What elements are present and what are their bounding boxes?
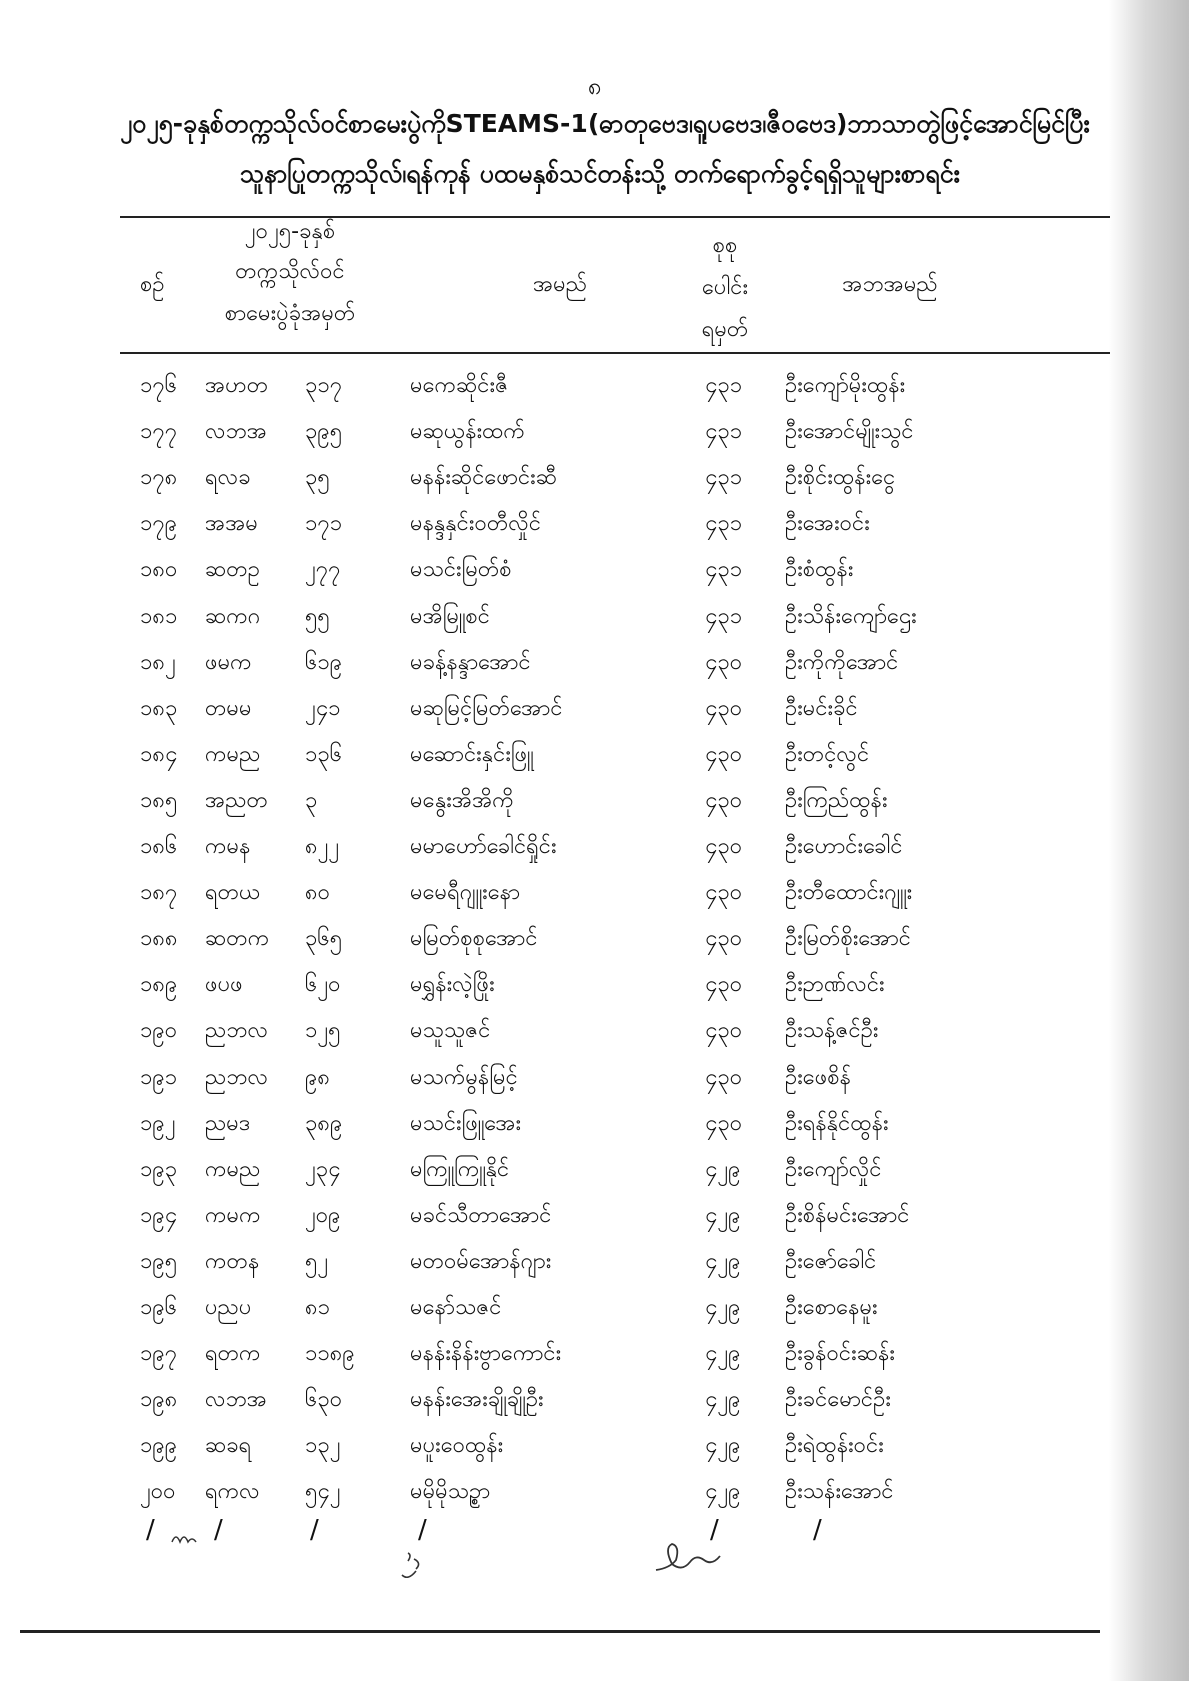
roll-code: ညမဒ bbox=[205, 1110, 251, 1136]
roll-code: ကမည bbox=[205, 741, 261, 767]
roll-number: ၆၂၀ bbox=[305, 972, 341, 998]
father-name: ဦးစောနေမူး bbox=[785, 1295, 878, 1320]
father-name: ဦးစိန်မင်းအောင် bbox=[785, 1202, 910, 1228]
roll-number: ၅၂ bbox=[305, 1248, 329, 1274]
father-name: ဦးခင်မောင်ဦး bbox=[785, 1387, 891, 1413]
serial-number: ၂၀၀ bbox=[140, 1479, 176, 1505]
serial-number: ၁၉၇ bbox=[140, 1341, 178, 1367]
student-name: မရွှန်းလဲ့ဖြိုး bbox=[410, 972, 495, 998]
father-name: ဦးရန်နိုင်ထွန်း bbox=[785, 1110, 889, 1136]
total-score: ၄၃၀ bbox=[705, 695, 743, 721]
table-row bbox=[0, 823, 1189, 869]
roll-number: ၃၅ bbox=[305, 465, 330, 491]
student-name: မအိမြူစင် bbox=[410, 603, 490, 629]
total-score: ၄၂၉ bbox=[705, 1202, 741, 1228]
page-number: ၈ bbox=[587, 72, 602, 100]
header-serial-no: စဉ် bbox=[140, 272, 165, 297]
student-name: မနန်းအေးချိုချိုဦး bbox=[410, 1387, 544, 1413]
father-name: ဦးကျော်မိုးထွန်း bbox=[785, 373, 906, 398]
serial-number: ၁၈၉ bbox=[140, 972, 178, 998]
table-row bbox=[0, 685, 1189, 731]
table-row bbox=[0, 731, 1189, 777]
serial-number: ၁၈၈ bbox=[140, 926, 178, 952]
student-name: မခန့်နန္ဒာအောင် bbox=[410, 649, 531, 675]
roll-number: ၃၁၇ bbox=[305, 373, 343, 398]
total-score: ၄၂၉ bbox=[705, 1341, 741, 1367]
signature-mark: / bbox=[710, 1515, 719, 1545]
father-name: ဦးသန့်ဇင်ဦး bbox=[785, 1018, 879, 1044]
handwritten-signature bbox=[650, 1530, 725, 1580]
total-score: ၄၃၀ bbox=[705, 1018, 743, 1044]
roll-code: ညဘလ bbox=[205, 1018, 269, 1044]
serial-number: ၁၇၈ bbox=[140, 465, 178, 491]
document-title-line-1: ၂၀၂၅-ခုနှစ်တက္ကသိုလ်ဝင်စာမေးပွဲကိုSTEAMS-1(ဓာတုဗေဒ၊ရူပဗေဒ၊ဇီဝဗေဒ)ဘာသာတွဲဖြင့်အောင်မြင်ပြီး bbox=[120, 109, 1090, 138]
roll-code: ကမန bbox=[205, 834, 251, 859]
student-name: မမေရီဂျူးနော bbox=[410, 880, 521, 906]
total-score: ၄၃၀ bbox=[705, 787, 743, 813]
father-name: ဦးဟောင်းခေါင် bbox=[785, 834, 903, 859]
roll-number: ၃၈၉ bbox=[305, 1110, 343, 1136]
table-row bbox=[0, 454, 1189, 500]
serial-number: ၁၉၄ bbox=[140, 1202, 178, 1228]
student-name: မသက်မွန်မြင့် bbox=[410, 1064, 518, 1090]
total-score: ၄၃၁ bbox=[705, 511, 743, 537]
student-name: မကေဆိုင်းဇီ bbox=[410, 373, 509, 398]
roll-code: လဘအ bbox=[205, 1387, 268, 1413]
roll-code: ဆခရ bbox=[205, 1433, 252, 1459]
father-name: ဦးစိုင်းထွန်းငွေ bbox=[785, 465, 896, 491]
father-name: ဦးမင်းခိုင် bbox=[785, 695, 858, 721]
roll-code: ရတက bbox=[205, 1341, 261, 1367]
roll-number: ၈၂၂ bbox=[305, 834, 340, 859]
total-score: ၄၃၀ bbox=[705, 649, 743, 675]
roll-number: ၁၃၂ bbox=[305, 1433, 341, 1459]
total-score: ၄၂၉ bbox=[705, 1387, 741, 1413]
father-name: ဦးအောင်မျိုးသွင် bbox=[785, 419, 914, 445]
student-name: မခင်သီတာအောင် bbox=[410, 1202, 552, 1228]
roll-number: ၂၃၄ bbox=[305, 1156, 341, 1182]
father-name: ဦးမြတ်စိုးအောင် bbox=[785, 926, 911, 952]
student-name: မနန်းနိန်းဗွာကောင်း bbox=[410, 1341, 562, 1367]
student-name: မမိုမိုသဥ္စာ bbox=[410, 1479, 491, 1505]
table-row bbox=[0, 1054, 1189, 1100]
table-row bbox=[0, 1330, 1189, 1376]
roll-number: ၆၁၉ bbox=[305, 649, 343, 675]
roll-code: ကတန bbox=[205, 1248, 260, 1274]
total-score: ၄၃၀ bbox=[705, 1110, 743, 1136]
table-row bbox=[0, 915, 1189, 961]
serial-number: ၁၈၅ bbox=[140, 787, 178, 813]
roll-code: ပညပ bbox=[205, 1295, 252, 1320]
table-row bbox=[0, 1146, 1189, 1192]
header-name: အမည် bbox=[532, 272, 588, 297]
serial-number: ၁၉၂ bbox=[140, 1110, 176, 1136]
roll-number: ၁၁၈၉ bbox=[305, 1341, 355, 1367]
student-name: မသင်းဖြူအေး bbox=[410, 1110, 522, 1136]
table-row bbox=[0, 639, 1189, 685]
father-name: ဦးကျော်လှိုင် bbox=[785, 1156, 882, 1182]
serial-number: ၁၉၁ bbox=[140, 1064, 178, 1090]
table-row bbox=[0, 1376, 1189, 1422]
roll-code: ရကလ bbox=[205, 1479, 260, 1505]
roll-number: ၂၇၇ bbox=[305, 557, 341, 583]
handwritten-signature bbox=[392, 1545, 432, 1585]
serial-number: ၁၉၃ bbox=[140, 1156, 178, 1182]
serial-number: ၁၉၀ bbox=[140, 1018, 178, 1044]
table-row bbox=[0, 1284, 1189, 1330]
roll-code: ညဘလ bbox=[205, 1064, 269, 1090]
table-row bbox=[0, 1192, 1189, 1238]
table-row bbox=[0, 961, 1189, 1007]
roll-number: ၆၃၀ bbox=[305, 1387, 343, 1413]
student-name: မမြတ်စုစုအောင် bbox=[410, 926, 538, 952]
roll-number: ၁၂၅ bbox=[305, 1018, 341, 1044]
total-score: ၄၃၁ bbox=[705, 419, 743, 445]
table-row bbox=[0, 1007, 1189, 1053]
document-title-line-2: သူနာပြုတက္ကသိုလ်၊ရန်ကုန် ပထမနှစ်သင်တန်းသို့ တက်ရောက်ခွင့်ရရှိသူများစာရင်း bbox=[240, 159, 960, 188]
serial-number: ၁၇၉ bbox=[140, 511, 178, 537]
serial-number: ၁၈၀ bbox=[140, 557, 178, 583]
signature-mark: / bbox=[813, 1515, 822, 1545]
total-score: ၄၃၀ bbox=[705, 741, 743, 767]
serial-number: ၁၉၈ bbox=[140, 1387, 178, 1413]
student-name: မပူးဝေထွန်း bbox=[410, 1433, 504, 1459]
student-name: မဆုယွန်းထက် bbox=[410, 419, 525, 445]
header-roll-line-1: ၂၀၂၅-ခုနှစ် bbox=[244, 219, 336, 244]
roll-code: ရလခ bbox=[205, 465, 251, 491]
total-score: ၄၂၉ bbox=[705, 1295, 741, 1320]
father-name: ဦးတင့်လွင် bbox=[785, 741, 870, 767]
roll-code: ကမက bbox=[205, 1202, 261, 1228]
roll-code: လဘအ bbox=[205, 419, 268, 445]
roll-number: ၉၈ bbox=[305, 1064, 330, 1090]
total-score: ၄၃၁ bbox=[705, 557, 743, 583]
total-score: ၄၃၁ bbox=[705, 465, 743, 491]
page-bottom-rule bbox=[20, 1630, 1100, 1633]
table-row bbox=[0, 1100, 1189, 1146]
father-name: ဦးသန်းအောင် bbox=[785, 1479, 894, 1505]
roll-number: ၅၅ bbox=[305, 603, 330, 629]
total-score: ၄၃၀ bbox=[705, 1064, 743, 1090]
header-roll-line-3: စာမေးပွဲခုံအမှတ် bbox=[224, 301, 356, 326]
roll-code: အအမ bbox=[205, 511, 258, 537]
roll-code: ဖပဖ bbox=[205, 972, 243, 998]
total-score: ၄၂၉ bbox=[705, 1433, 741, 1459]
student-name: မမာဟော်ခေါင်ရှိုင်း bbox=[410, 834, 557, 859]
student-name: မဆုမြင့်မြတ်အောင် bbox=[410, 695, 563, 721]
roll-code: ရတယ bbox=[205, 880, 261, 906]
header-roll-line-2: တက္ကသိုလ်ဝင် bbox=[235, 259, 345, 284]
roll-code: ဆတဥ bbox=[205, 557, 260, 583]
serial-number: ၁၈၆ bbox=[140, 834, 178, 859]
total-score: ၄၃၀ bbox=[705, 880, 743, 906]
roll-number: ၃၆၅ bbox=[305, 926, 343, 952]
serial-number: ၁၉၆ bbox=[140, 1295, 178, 1320]
serial-number: ၁၉၉ bbox=[140, 1433, 178, 1459]
total-score: ၄၂၉ bbox=[705, 1156, 741, 1182]
initials-signature bbox=[170, 1528, 200, 1548]
header-score-line-3: ရမှတ် bbox=[701, 317, 749, 342]
table-row bbox=[0, 1468, 1189, 1514]
father-name: ဦးစံထွန်း bbox=[785, 557, 854, 583]
roll-code: ဖမက bbox=[205, 649, 252, 675]
total-score: ၄၃၀ bbox=[705, 834, 743, 859]
total-score: ၄၂၉ bbox=[705, 1479, 741, 1505]
table-row bbox=[0, 777, 1189, 823]
father-name: ဦးတီထောင်းဂျူး bbox=[785, 880, 913, 906]
student-name: မသူသူဇင် bbox=[410, 1018, 491, 1044]
total-score: ၄၃၀ bbox=[705, 926, 743, 952]
roll-number: ၃၉၅ bbox=[305, 419, 343, 445]
father-name: ဦးဇော်ခေါင် bbox=[785, 1248, 877, 1274]
header-father-name: အဘအမည် bbox=[842, 272, 938, 297]
father-name: ဦးဉာဏ်လင်း bbox=[785, 972, 885, 998]
father-name: ဦးခွန်ဝင်းဆန်း bbox=[785, 1341, 895, 1367]
roll-number: ၁၃၆ bbox=[305, 741, 343, 767]
table-row bbox=[0, 1238, 1189, 1284]
roll-number: ၅၄၂ bbox=[305, 1479, 341, 1505]
table-row bbox=[0, 593, 1189, 639]
roll-number: ၃ bbox=[305, 787, 318, 813]
total-score: ၄၂၉ bbox=[705, 1248, 741, 1274]
serial-number: ၁၈၇ bbox=[140, 880, 178, 906]
table-row bbox=[0, 362, 1189, 408]
father-name: ဦးသိန်းကျော်ဌေး bbox=[785, 603, 917, 629]
student-name: မနန္ဒနှင်းဝတီလှိုင် bbox=[410, 511, 542, 537]
roll-code: ကမည bbox=[205, 1156, 261, 1182]
serial-number: ၁၈၂ bbox=[140, 649, 176, 675]
student-name: မနန်းဆိုင်ဖောင်းဆီ bbox=[410, 465, 558, 491]
student-name: မတဝမ်အောန်ဂျား bbox=[410, 1248, 552, 1274]
student-name: မကြူကြူနိုင် bbox=[410, 1156, 510, 1182]
total-score: ၄၃၀ bbox=[705, 972, 743, 998]
serial-number: ၁၉၅ bbox=[140, 1248, 178, 1274]
roll-number: ၂၀၉ bbox=[305, 1202, 341, 1228]
student-name: မနွေးအိအိကို bbox=[410, 787, 514, 813]
father-name: ဦးကိုကိုအောင် bbox=[785, 649, 899, 675]
total-score: ၄၃၁ bbox=[705, 603, 743, 629]
table-row bbox=[0, 869, 1189, 915]
roll-number: ၈၁ bbox=[305, 1295, 330, 1320]
roll-number: ၁၇၁ bbox=[305, 511, 343, 537]
father-name: ဦးအေးဝင်း bbox=[785, 511, 870, 537]
roll-code: အညတ bbox=[205, 787, 268, 813]
signature-mark: / bbox=[310, 1515, 319, 1545]
table-row bbox=[0, 1422, 1189, 1468]
serial-number: ၁၈၁ bbox=[140, 603, 178, 629]
total-score: ၄၃၁ bbox=[705, 373, 743, 398]
table-row bbox=[0, 500, 1189, 546]
serial-number: ၁၈၄ bbox=[140, 741, 178, 767]
student-name: မဆောင်းနှင်းဖြူ bbox=[410, 741, 534, 767]
signature-mark: / bbox=[214, 1515, 223, 1545]
roll-code: အဟတ bbox=[205, 373, 269, 398]
father-name: ဦးရဲထွန်းဝင်း bbox=[785, 1433, 884, 1459]
header-score-line-1: စုစု bbox=[712, 233, 738, 258]
father-name: ဦးဖေစိန် bbox=[785, 1064, 852, 1090]
roll-code: တမမ bbox=[205, 695, 252, 721]
roll-code: ဆကဂ bbox=[205, 603, 261, 629]
serial-number: ၁၇၆ bbox=[140, 373, 178, 398]
serial-number: ၁၇၇ bbox=[140, 419, 178, 445]
table-row bbox=[0, 408, 1189, 454]
roll-number: ၂၄၁ bbox=[305, 695, 341, 721]
father-name: ဦးကြည်ထွန်း bbox=[785, 787, 888, 813]
roll-code: ဆတက bbox=[205, 926, 270, 952]
signature-mark: / bbox=[418, 1515, 427, 1545]
table-row bbox=[0, 546, 1189, 592]
student-name: မနော်သဇင် bbox=[410, 1295, 502, 1320]
roll-number: ၈၀ bbox=[305, 880, 330, 906]
student-name: မသင်းမြတ်စံ bbox=[410, 557, 512, 583]
signature-mark: / bbox=[146, 1515, 155, 1545]
header-score-line-2: ပေါင်း bbox=[701, 275, 749, 300]
table-header-rule bbox=[120, 352, 1110, 354]
serial-number: ၁၈၃ bbox=[140, 695, 178, 721]
